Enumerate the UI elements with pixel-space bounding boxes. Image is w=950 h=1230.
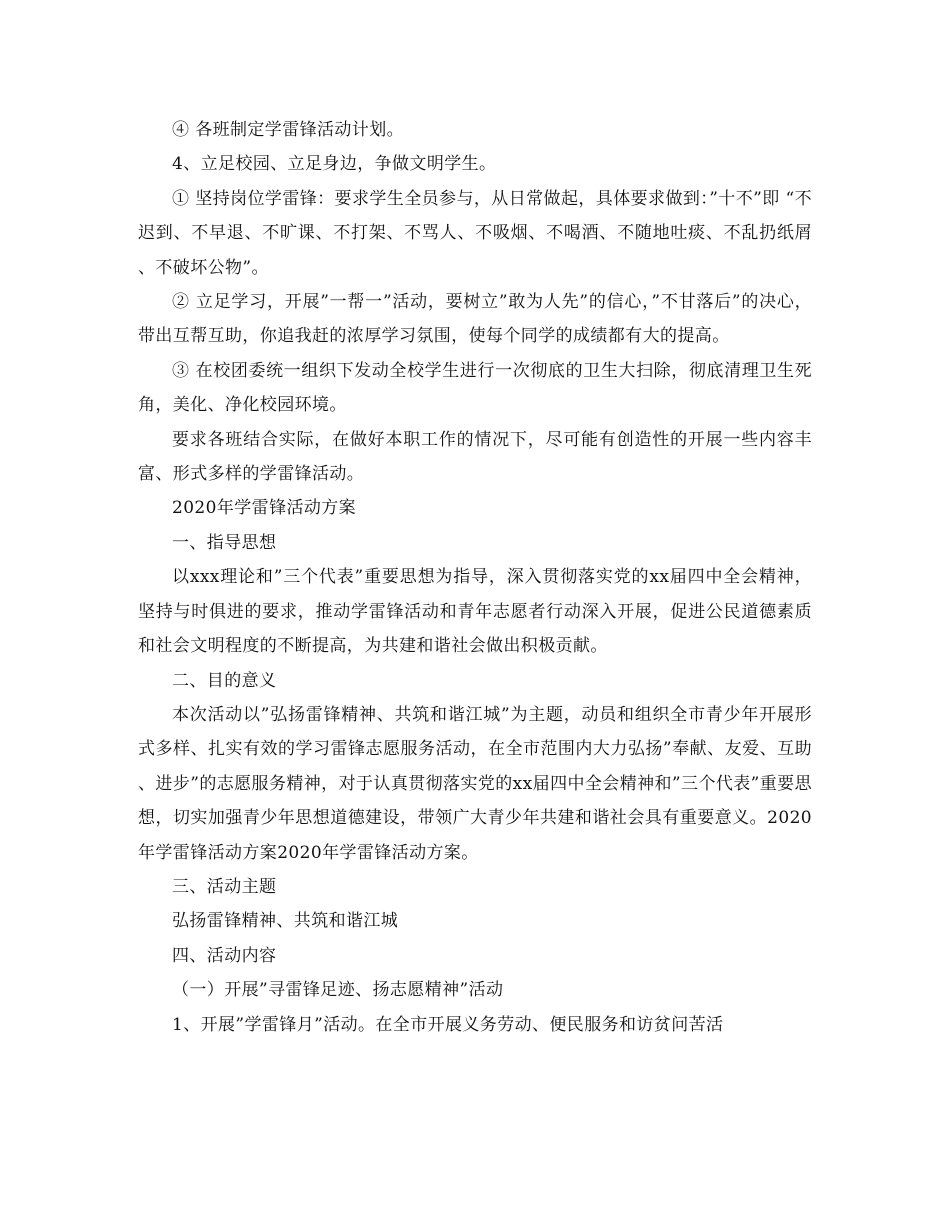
heading-theme: 三、活动主题 <box>172 876 277 897</box>
subheading-activity-1: （一）开展”寻雷锋足迹、扬志愿精神”活动 <box>172 980 504 1001</box>
paragraph-item-3-cleaning: ③ 在校团委统一组织下发动全校学生进行一次彻底的卫生大扫除，彻底清理卫生死角，美化、净化校园环境。 <box>138 360 812 416</box>
heading-content: 四、活动内容 <box>172 945 277 966</box>
paragraph-requirement: 要求各班结合实际，在做好本职工作的情况下，尽可能有创造性的开展一些内容丰富、形式多样的学雷锋活动。 <box>138 429 812 485</box>
paragraph-theme: 弘扬雷锋精神、共筑和谐江城 <box>172 911 399 932</box>
paragraph-activity-month: 1、开展”学雷锋月”活动。在全市开展义务劳动、便民服务和访贫问苦活 <box>172 1014 724 1035</box>
paragraph-item-4-plan: ④ 各班制定学雷锋活动计划。 <box>172 120 405 140</box>
section-title-plan: 2020年学雷锋活动方案 <box>172 498 357 519</box>
paragraph-purpose: 本次活动以”弘扬雷锋精神、共筑和谐江城”为主题，动员和组织全市青少年开展形式多样、扎实有效的学习雷锋志愿服务活动，在全市范围内大力弘扬”奉献、友爱、互助、进步”的志愿服务精神，对于认真贯彻落实党的xx届四中全会精神和”三个代表”重要思想，切实加强青少年思想道德建设，带领广大青少年共建和谐社会具有重要意义。2020年学雷锋活动方案2020年学雷锋活动方案。 <box>138 704 812 863</box>
heading-guiding-ideology: 一、指导思想 <box>172 532 277 553</box>
paragraph-section-4: 4、立足校园、立足身边，争做文明学生。 <box>172 154 497 175</box>
paragraph-item-2-study: ② 立足学习，开展”一帮一”活动，要树立”敢为人先”的信心，”不甘落后”的决心，带出互帮互助，你追我赶的浓厚学习氛围，使每个同学的成绩都有大的提高。 <box>138 292 812 347</box>
paragraph-guiding-ideology: 以xxx理论和”三个代表”重要思想为指导，深入贯彻落实党的xx届四中全会精神，坚持与时俱进的要求，推动学雷锋活动和青年志愿者行动深入开展，促进公民道德素质和社会文明程度的不断提高，为共建和谐社会做出积极贡献。 <box>138 567 812 657</box>
paragraph-item-1-post: ① 坚持岗位学雷锋：要求学生全员参与，从日常做起，具体要求做到：”十不”即 “不迟到、不早退、不旷课、不打架、不骂人、不吸烟、不喝酒、不随地吐痰、不乱扔纸屑、不破坏公物”。 <box>138 188 812 278</box>
document-body <box>138 113 812 1042</box>
heading-purpose: 二、目的意义 <box>172 670 277 691</box>
